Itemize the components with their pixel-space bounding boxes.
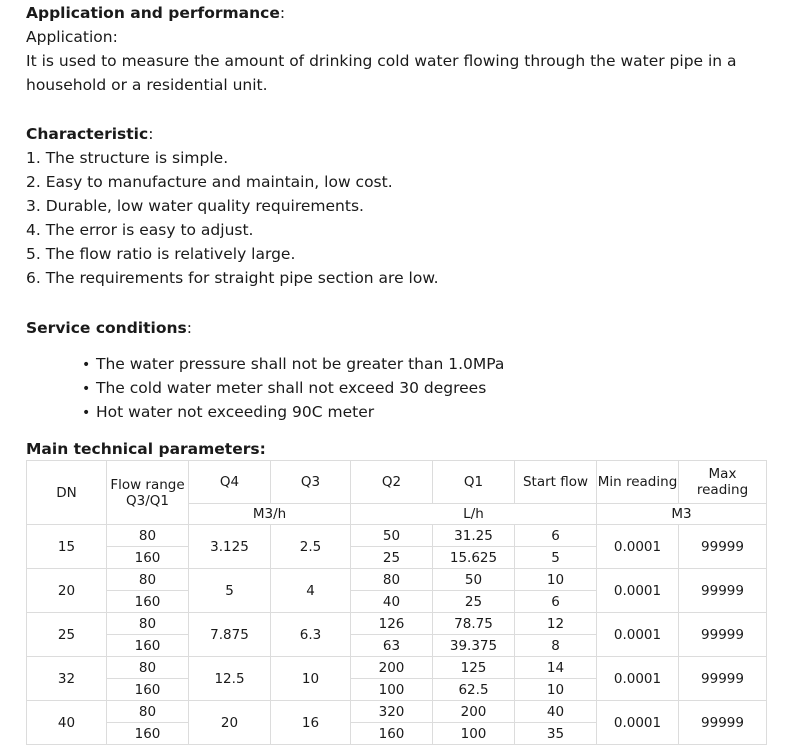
cell-q4: 12.5 — [189, 657, 271, 701]
service-bullet-text: The water pressure shall not be greater than 1.0MPa — [96, 355, 505, 373]
unit-m3h: M3/h — [189, 504, 351, 525]
characteristic-item: 1. The structure is simple. — [26, 149, 229, 167]
cell-q1: 125 — [433, 657, 515, 679]
cell-min-reading: 0.0001 — [597, 701, 679, 745]
cell-flow-range: 80 — [107, 701, 189, 723]
cell-q2: 63 — [351, 635, 433, 657]
application-subheading: Application: — [26, 28, 118, 46]
characteristic-heading-text: Characteristic — [26, 125, 149, 143]
application-text-line2: household or a residential unit. — [26, 76, 268, 94]
cell-start-flow: 6 — [515, 591, 597, 613]
service-heading-colon: : — [186, 319, 192, 337]
cell-flow-range: 160 — [107, 635, 189, 657]
cell-max-reading: 99999 — [679, 569, 767, 613]
header-flow-range-line1: Flow range — [110, 476, 185, 493]
characteristic-item: 2. Easy to manufacture and maintain, low cost. — [26, 173, 393, 191]
header-flow-range — [107, 461, 189, 525]
table-row — [27, 569, 767, 591]
cell-start-flow: 10 — [515, 569, 597, 591]
application-text-line1: It is used to measure the amount of drinking cold water flowing through the water pipe in a — [26, 52, 737, 70]
table-row — [27, 613, 767, 635]
cell-start-flow: 14 — [515, 657, 597, 679]
cell-start-flow: 35 — [515, 723, 597, 745]
cell-dn: 25 — [27, 613, 107, 657]
cell-q4: 3.125 — [189, 525, 271, 569]
cell-max-reading: 99999 — [679, 701, 767, 745]
header-q4: Q4 — [189, 461, 271, 504]
cell-q1: 15.625 — [433, 547, 515, 569]
cell-q1: 78.75 — [433, 613, 515, 635]
application-heading-colon: : — [279, 4, 286, 22]
cell-flow-range: 160 — [107, 547, 189, 569]
characteristic-heading-colon: : — [148, 125, 154, 143]
bullet-icon: • — [82, 381, 91, 397]
header-start-flow: Start flow — [515, 461, 597, 504]
cell-dn: 32 — [27, 657, 107, 701]
cell-flow-range: 80 — [107, 657, 189, 679]
cell-q2: 50 — [351, 525, 433, 547]
cell-q3: 16 — [271, 701, 351, 745]
cell-q2: 320 — [351, 701, 433, 723]
cell-q3: 10 — [271, 657, 351, 701]
cell-max-reading: 99999 — [679, 613, 767, 657]
cell-min-reading: 0.0001 — [597, 657, 679, 701]
cell-q2: 40 — [351, 591, 433, 613]
service-bullet-item — [82, 376, 486, 401]
service-bullet-text: The cold water meter shall not exceed 30 degrees — [96, 379, 487, 397]
table-row — [27, 701, 767, 723]
table-row — [27, 657, 767, 679]
cell-q1: 25 — [433, 591, 515, 613]
cell-q1: 31.25 — [433, 525, 515, 547]
cell-q1: 39.375 — [433, 635, 515, 657]
cell-q2: 160 — [351, 723, 433, 745]
cell-q4: 7.875 — [189, 613, 271, 657]
unit-m3: M3 — [597, 504, 767, 525]
cell-min-reading: 0.0001 — [597, 569, 679, 613]
cell-min-reading: 0.0001 — [597, 613, 679, 657]
characteristic-item: 3. Durable, low water quality requirements. — [26, 197, 364, 215]
cell-q1: 50 — [433, 569, 515, 591]
cell-min-reading: 0.0001 — [597, 525, 679, 569]
cell-flow-range: 160 — [107, 723, 189, 745]
cell-flow-range: 160 — [107, 591, 189, 613]
bullet-icon: • — [82, 405, 91, 421]
service-bullet-text: Hot water not exceeding 90C meter — [96, 403, 375, 421]
cell-start-flow: 6 — [515, 525, 597, 547]
cell-q2: 126 — [351, 613, 433, 635]
cell-start-flow: 10 — [515, 679, 597, 701]
cell-flow-range: 80 — [107, 613, 189, 635]
cell-q3: 6.3 — [271, 613, 351, 657]
cell-max-reading: 99999 — [679, 525, 767, 569]
characteristic-item: 5. The flow ratio is relatively large. — [26, 245, 296, 263]
characteristic-heading — [26, 122, 153, 146]
header-min-reading: Min reading — [597, 461, 679, 504]
service-heading-text: Service conditions — [26, 319, 187, 337]
cell-q2: 25 — [351, 547, 433, 569]
bullet-icon: • — [82, 357, 91, 373]
header-max-reading-line2: reading — [696, 482, 749, 498]
unit-lh: L/h — [351, 504, 597, 525]
cell-q2: 100 — [351, 679, 433, 701]
cell-q1: 62.5 — [433, 679, 515, 701]
cell-start-flow: 8 — [515, 635, 597, 657]
cell-dn: 40 — [27, 701, 107, 745]
service-heading — [26, 316, 192, 340]
cell-q1: 200 — [433, 701, 515, 723]
cell-start-flow: 40 — [515, 701, 597, 723]
characteristic-item: 6. The requirements for straight pipe section are low. — [26, 269, 439, 287]
application-heading — [26, 1, 285, 25]
cell-flow-range: 80 — [107, 525, 189, 547]
params-heading: Main technical parameters: — [26, 440, 266, 458]
table-row — [27, 525, 767, 547]
cell-flow-range: 80 — [107, 569, 189, 591]
cell-q2: 80 — [351, 569, 433, 591]
header-max-reading-line1: Max — [708, 466, 737, 482]
application-heading-text: Application and performance — [26, 4, 280, 22]
cell-flow-range: 160 — [107, 679, 189, 701]
cell-max-reading: 99999 — [679, 657, 767, 701]
header-flow-range-line2: Q3/Q1 — [126, 492, 169, 509]
cell-q3: 4 — [271, 569, 351, 613]
service-bullet-item — [82, 400, 374, 425]
cell-q2: 200 — [351, 657, 433, 679]
service-bullet-item — [82, 352, 504, 377]
header-max-reading — [679, 461, 767, 504]
cell-dn: 15 — [27, 525, 107, 569]
cell-q4: 20 — [189, 701, 271, 745]
header-q3: Q3 — [271, 461, 351, 504]
characteristic-item: 4. The error is easy to adjust. — [26, 221, 254, 239]
cell-q4: 5 — [189, 569, 271, 613]
header-q2: Q2 — [351, 461, 433, 504]
cell-start-flow: 12 — [515, 613, 597, 635]
cell-dn: 20 — [27, 569, 107, 613]
cell-q1: 100 — [433, 723, 515, 745]
parameters-table — [26, 460, 767, 745]
header-q1: Q1 — [433, 461, 515, 504]
cell-q3: 2.5 — [271, 525, 351, 569]
header-dn: DN — [27, 461, 107, 525]
cell-start-flow: 5 — [515, 547, 597, 569]
